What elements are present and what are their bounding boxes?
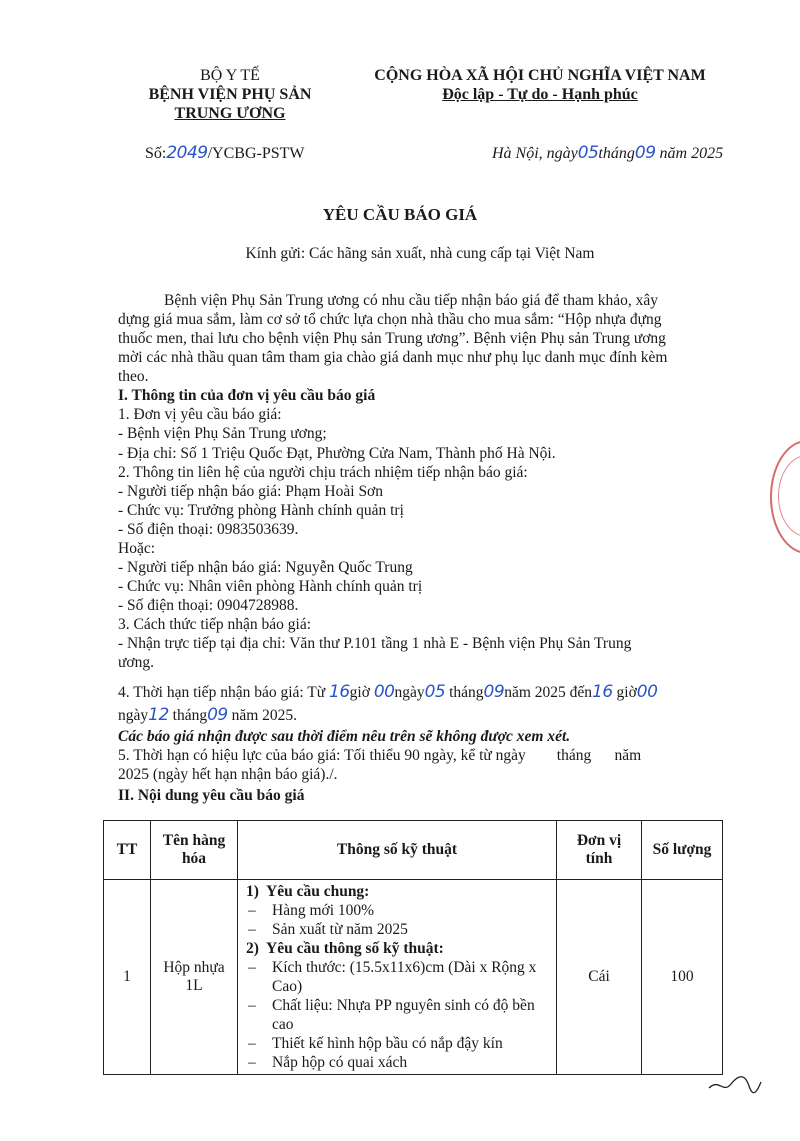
table-header-row (104, 821, 723, 880)
section-1-line: Hoặc: (118, 540, 156, 557)
ministry-name: BỘ Y TẾ (200, 67, 260, 84)
intro-line: dựng giá mua sắm, làm cơ sở tổ chức lựa chọn nhà thầu cho mua sắm: “Hộp nhựa đựng (118, 311, 662, 328)
hospital-name-line1: BỆNH VIỆN PHỤ SẢN (148, 86, 312, 103)
intro-line: theo. (118, 368, 149, 385)
section-2-heading: II. Nội dung yêu cầu báo giá (118, 787, 305, 804)
hospital-name-line2: TRUNG ƯƠNG (174, 105, 286, 122)
spec-item-text: Chất liệu: Nhựa PP nguyên sinh có độ bền cao (272, 997, 535, 1033)
ref-prefix: Số: (145, 145, 167, 162)
spec-item-text: Sản xuất từ năm 2025 (272, 921, 408, 938)
date-month-handwritten: 09 (634, 143, 656, 163)
section-1-line: - Chức vụ: Nhân viên phòng Hành chính quản trị (118, 578, 423, 595)
section-1-line: - Người tiếp nhận báo giá: Nguyễn Quốc Trung (118, 559, 413, 576)
spec-group-title: Yêu cầu chung: (266, 883, 370, 900)
spec-group-title: Yêu cầu thông số kỹ thuật: (266, 940, 444, 957)
national-header (360, 66, 720, 104)
spec-item-text: Nắp hộp có quai xách (272, 1054, 408, 1071)
cell-name: Hộp nhựa 1L (151, 880, 238, 1075)
ref-suffix: /YCBG-PSTW (207, 145, 305, 162)
deadline-text: giờ (349, 684, 370, 701)
validity-line: 5. Thời hạn có hiệu lực của báo giá: Tối thiểu 90 ngày, kể từ ngày tháng năm (118, 747, 642, 764)
spec-group-number: 1) (246, 883, 259, 900)
section-1-line: - Số điện thoại: 0983503639. (118, 521, 299, 538)
document-title: YÊU CẦU BÁO GIÁ (322, 205, 478, 224)
section-1-line: - Bệnh viện Phụ Sản Trung ương; (118, 425, 327, 442)
cell-qty: 100 (642, 880, 723, 1075)
ref-number-handwritten: 2049 (166, 143, 208, 163)
deadline-text: tháng (172, 707, 208, 724)
intro-line: Bệnh viện Phụ Sản Trung ương có nhu cầu tiếp nhận báo giá để tham khảo, xây (164, 292, 659, 309)
intro-line: thuốc men, thai lưu cho bệnh viện Phụ sản Trung ương”. Bệnh viện Phụ sản Trung ương (118, 330, 666, 347)
deadline-text: ngày (118, 707, 149, 724)
col-header-unit: Đơn vị tính (557, 821, 642, 880)
quotation-table (103, 820, 723, 1075)
deadline-line-1 (118, 683, 657, 703)
spec-item-text: Hàng mới 100% (272, 902, 375, 919)
section-1-line: 3. Cách thức tiếp nhận báo giá: (118, 616, 312, 633)
spec-item-text: Thiết kế hình hộp bầu có nắp đậy kín (272, 1035, 503, 1052)
deadline-day-to: 12 (148, 705, 169, 725)
deadline-text: tháng (449, 684, 484, 701)
spec-list (244, 882, 550, 1072)
deadline-text: năm 2025. (231, 707, 298, 724)
table-row (104, 880, 723, 1075)
validity-line: 2025 (ngày hết hạn nhận báo giá)./. (118, 766, 338, 783)
date-day-handwritten: 05 (577, 143, 599, 163)
issuer-block (120, 66, 340, 123)
spec-group-number: 2) (246, 940, 259, 957)
initial-signature-icon (705, 1070, 765, 1100)
deadline-text: năm 2025 đến (504, 684, 593, 701)
spec-item: – Sản xuất từ năm 2025 (248, 921, 408, 938)
deadline-month-to: 09 (207, 705, 228, 725)
deadline-text: 4. Thời hạn tiếp nhận báo giá: Từ (118, 684, 326, 701)
col-header-name: Tên hàng hóa (151, 821, 238, 880)
section-1-line: ương. (118, 654, 154, 671)
spec-item: – Nắp hộp có quai xách (248, 1054, 408, 1071)
section-1-line: - Nhận trực tiếp tại địa chỉ: Văn thư P.101 tầng 1 nhà E - Bệnh viện Phụ Sản Trung (118, 635, 632, 652)
section-1-line: - Số điện thoại: 0904728988. (118, 597, 299, 614)
spec-group-heading (244, 939, 550, 958)
deadline-text: giờ (616, 684, 637, 701)
reference-number (145, 143, 305, 163)
spec-item: – Hàng mới 100% (248, 902, 375, 919)
date-month-label: tháng (598, 145, 635, 162)
issue-date (492, 143, 723, 163)
section-1-line: - Địa chỉ: Số 1 Triệu Quốc Đạt, Phường Cửa Nam, Thành phố Hà Nội. (118, 445, 556, 462)
section-1-heading: I. Thông tin của đơn vị yêu cầu báo giá (118, 387, 376, 404)
recipient-line: Kính gửi: Các hãng sản xuất, nhà cung cấp tại Việt Nam (245, 245, 595, 262)
deadline-line-2 (118, 706, 297, 726)
spec-group-heading (244, 882, 550, 901)
late-submission-warning: Các báo giá nhận được sau thời điểm nêu trên sẽ không được xem xét. (118, 728, 571, 745)
intro-line: mời các nhà thầu quan tâm tham gia chào giá danh mục như phụ lục danh mục đính kèm (118, 349, 668, 366)
section-1-line: 2. Thông tin liên hệ của người chịu trách nhiệm tiếp nhận báo giá: (118, 464, 528, 481)
deadline-hour-to: 16 (592, 682, 613, 702)
deadline-text: ngày (394, 684, 425, 701)
cell-unit: Cái (557, 880, 642, 1075)
col-header-qty: Số lượng (642, 821, 723, 880)
section-1-line: - Người tiếp nhận báo giá: Phạm Hoài Sơn (118, 483, 384, 500)
col-header-spec: Thông số kỹ thuật (238, 821, 557, 880)
spec-item-text: Kích thước: (15.5x11x6)cm (Dài x Rộng x Cao) (272, 959, 537, 995)
spec-item: – Chất liệu: Nhựa PP nguyên sinh có độ bền cao (248, 997, 535, 1033)
date-year: năm 2025 (659, 145, 724, 162)
col-header-tt: TT (104, 821, 151, 880)
cell-tt: 1 (104, 880, 151, 1075)
deadline-minute-to: 00 (636, 682, 658, 702)
spec-item: – Thiết kế hình hộp bầu có nắp đậy kín (248, 1035, 503, 1052)
cell-spec (238, 880, 557, 1075)
deadline-day-from: 05 (424, 682, 446, 702)
national-motto: Độc lập - Tự do - Hạnh phúc (442, 86, 638, 103)
section-1-line: - Chức vụ: Trưởng phòng Hành chính quản trị (118, 502, 404, 519)
date-prefix: Hà Nội, ngày (492, 145, 578, 162)
spec-item: – Kích thước: (15.5x11x6)cm (Dài x Rộng x Cao) (248, 959, 537, 995)
deadline-month-from: 09 (483, 682, 505, 702)
section-1-line: 1. Đơn vị yêu cầu báo giá: (118, 406, 282, 423)
nation-title: CỘNG HÒA XÃ HỘI CHỦ NGHĨA VIỆT NAM (374, 67, 706, 84)
deadline-minute-from: 00 (373, 682, 395, 702)
deadline-hour-from: 16 (329, 682, 350, 702)
